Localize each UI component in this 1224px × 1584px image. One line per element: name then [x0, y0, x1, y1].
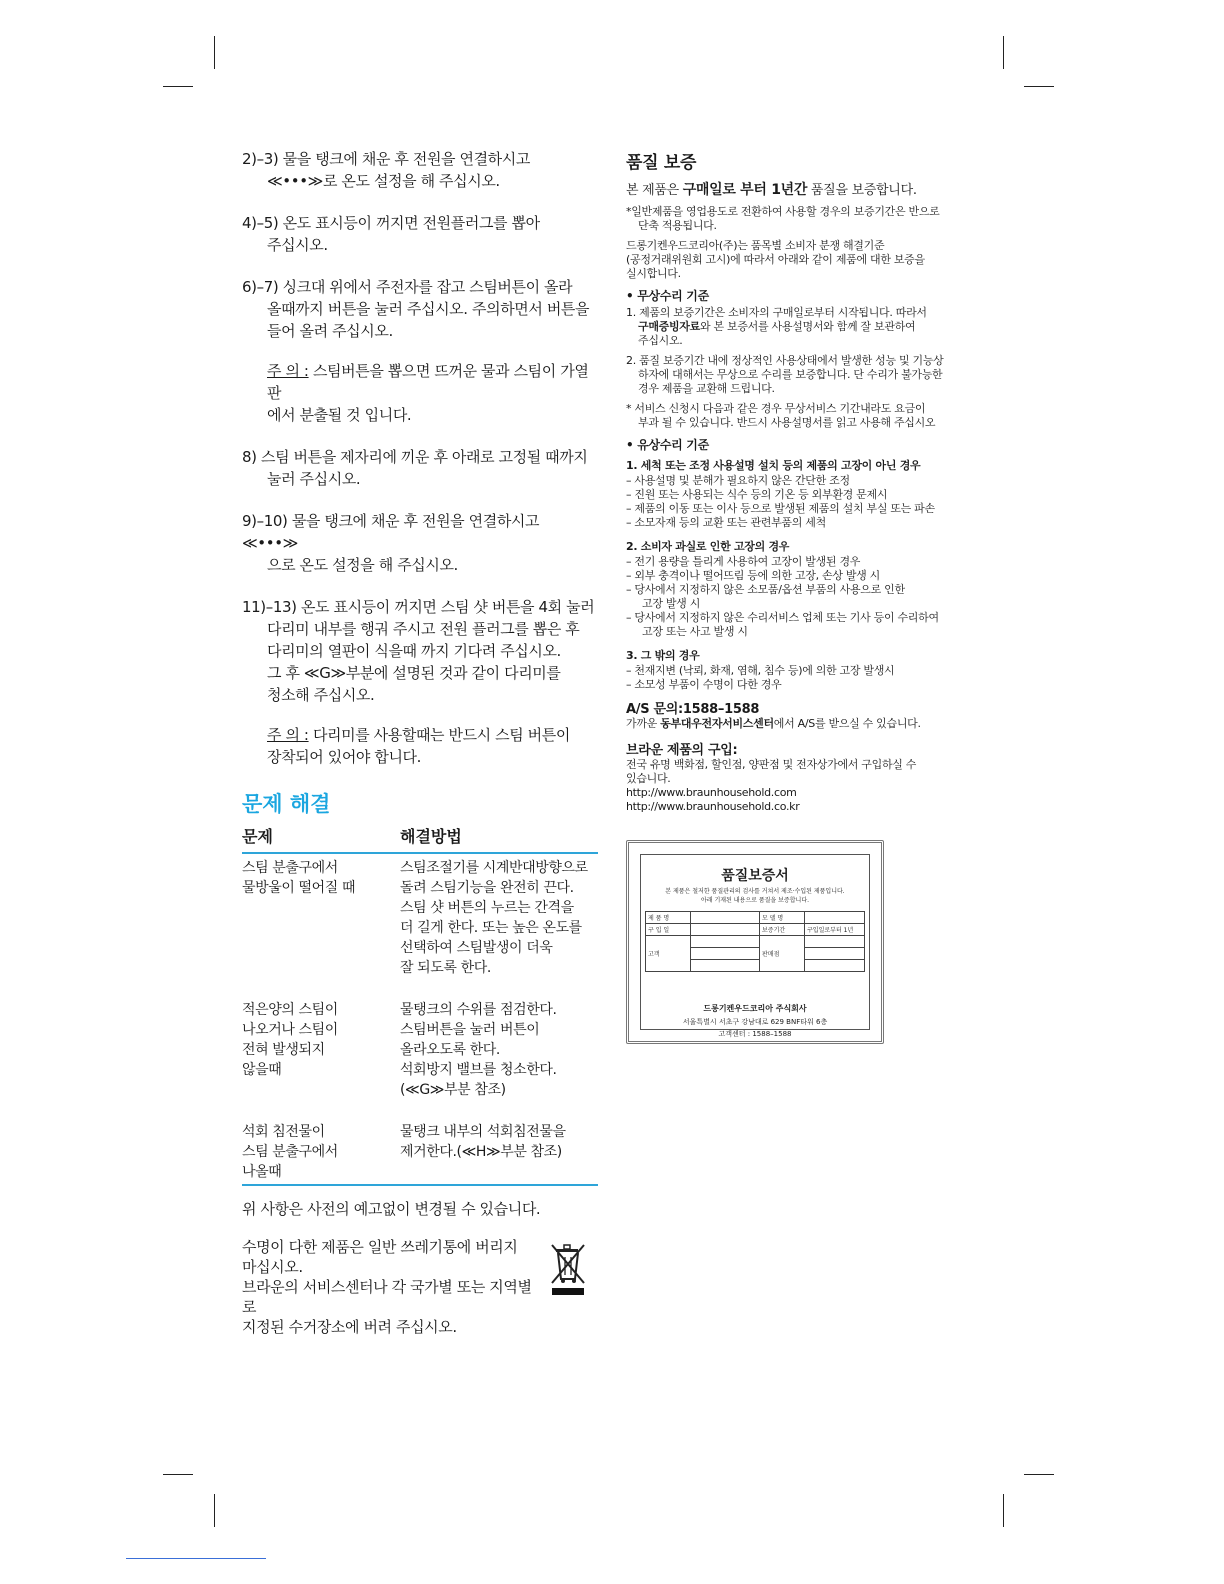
step-text: 스팀 버튼을 제자리에 끼운 후 아래로 고정될 때까지: [260, 448, 588, 466]
website-link[interactable]: http://www.braunhousehold.co.kr: [626, 800, 800, 813]
list-item: – 천재지변 (낙뢰, 화재, 염해, 침수 등)에 의한 고장 발생시: [626, 664, 895, 677]
intro-text: 품질을 보증합니다.: [807, 183, 917, 198]
solution-text: 물탱크 내부의 석회침전물을: [400, 1124, 566, 1140]
purchase-title: 브라운 제품의 구입:: [626, 743, 738, 758]
step-text: 주십시오.: [267, 236, 328, 254]
crop-mark: [1003, 1494, 1004, 1527]
field-value: [691, 948, 760, 960]
step-text: 들어 올려 주십시오.: [267, 322, 393, 340]
disposal-text: 수명이 다한 제품은 일반 쓰레기통에 버리지: [242, 1238, 518, 1256]
intro-text: 본 제품은: [626, 183, 683, 198]
weee-bin-icon: [548, 1237, 596, 1337]
disposal-text: 브라운의 서비스센터나 각 국가별 또는 지역별로: [242, 1278, 532, 1316]
company-name: 드롱기켄우드코리아 주식회사: [703, 1004, 807, 1013]
step-number: 11)–13): [242, 598, 297, 616]
free-repair-bold: 구매증빙자료: [638, 320, 700, 333]
solution-text: 스팀 샷 버튼의 누르는 간격을: [400, 900, 574, 916]
paid-group-title: 1. 세척 또는 조정 사용설명 설치 등의 제품의 고장이 아닌 경우: [626, 459, 921, 472]
list-item: – 당사에서 지정하지 않은 수리서비스 업체 또는 기사 등이 수리하여 고장 또는 사고 발생 시: [626, 611, 939, 638]
step-text: 다리미 내부를 행궈 주시고 전원 플러그를 뽑은 후: [267, 620, 580, 638]
footer-line: [126, 1558, 266, 1559]
free-repair-text: 2. 품질 보증기간 내에 정상적인 사용상태에서 발생한 성능 및 기능상: [626, 354, 944, 367]
problem-text: 스팀 분출구에서: [242, 860, 338, 876]
solution-text: 더 길게 한다. 또는 높은 온도를: [400, 920, 582, 936]
basis-text: 실시합니다.: [626, 267, 681, 280]
problem-text: 나올때: [242, 1164, 282, 1180]
field-value: [805, 948, 865, 960]
field-value: [805, 912, 865, 924]
step-2-3: [242, 148, 598, 192]
basis-text: (공정거래위원회 고시)에 따라서 아래와 같이 제품에 대한 보증을: [626, 253, 925, 266]
free-repair-text: 1. 제품의 보증기간은 소비자의 구매일로부터 시작됩니다. 따라서: [626, 306, 927, 319]
step-text: 싱크대 위에서 주전자를 잡고 스팀버튼이 올라: [282, 278, 573, 296]
step-text: 그 후 ≪G≫부분에 설명된 것과 같이 다리미를: [267, 664, 561, 682]
solution-text: 석회방지 밸브를 청소한다.: [400, 1062, 557, 1078]
caution-text: 에서 분출될 것 입니다.: [267, 406, 412, 424]
warranty-intro: [626, 179, 978, 199]
field-value: [805, 936, 865, 948]
column-header-solution: 해결방법: [400, 827, 462, 846]
crop-mark: [214, 1494, 215, 1527]
solution-text: 스팀버튼을 눌러 버튼이: [400, 1022, 540, 1038]
field-label: 고객: [646, 936, 691, 972]
field-value: 구입일로부터 1년: [805, 924, 865, 936]
caution-label: 주 의 :: [267, 362, 309, 380]
company-address: 서울특별시 서초구 강남대로 629 BNF타워 6층: [682, 1018, 828, 1026]
field-label: 판매점: [760, 936, 805, 972]
step-text: 온도 표시등이 꺼지면 스팀 샷 버튼을 4회 눌러: [300, 598, 595, 616]
free-repair-text: 부과 될 수 있습니다. 반드시 사용설명서를 읽고 사용해 주십시오: [638, 416, 936, 429]
problem-text: 전혀 발생되지: [242, 1042, 325, 1058]
disposal-text: 마십시오.: [242, 1258, 303, 1276]
note-text: 단축 적용됩니다.: [638, 219, 717, 232]
list-item: – 소모성 부품이 수명이 다한 경우: [626, 678, 782, 691]
caution-note: [242, 724, 598, 768]
field-value: [691, 924, 760, 936]
basis-text: 드롱기켄우드코리아(주)는 품목별 소비자 분쟁 해결기준: [626, 239, 885, 252]
field-value: [805, 960, 865, 972]
step-number: 4)–5): [242, 214, 279, 232]
intro-bold: 구매일로 부터 1년간: [682, 182, 808, 198]
website-link[interactable]: http://www.braunhousehold.com: [626, 786, 797, 799]
problem-text: 않을때: [242, 1062, 282, 1078]
field-value: [691, 960, 760, 972]
crop-mark: [214, 36, 215, 69]
disposal-section: [242, 1237, 598, 1337]
table-row: [242, 1122, 598, 1186]
warranty-certificate: [626, 840, 884, 1044]
free-repair-text: * 서비스 신청시 다음과 같은 경우 무상서비스 기간내라도 요금이: [626, 402, 926, 415]
step-9-10: [242, 510, 598, 576]
paid-group-title: 2. 소비자 과실로 인한 고장의 경우: [626, 540, 790, 553]
paid-group-title: 3. 그 밖의 경우: [626, 649, 700, 662]
solution-text: 제거한다.(≪H≫부분 참조): [400, 1144, 562, 1160]
step-text: 물을 탱크에 채운 후 전원을 연결하시고 ≪•••≫: [242, 512, 540, 552]
free-repair-title: • 무상수리 기준: [626, 289, 709, 303]
as-contact-title: A/S 문의:1588–1588: [626, 702, 760, 717]
field-value: [691, 936, 760, 948]
free-repair-text: 하자에 대해서는 무상으로 수리를 보증합니다. 단 수리가 불가능한: [638, 368, 943, 381]
certificate-table: [645, 911, 865, 972]
list-item: – 소모자재 등의 교환 또는 관련부품의 세척: [626, 516, 826, 529]
field-value: [691, 912, 760, 924]
caution-note: [242, 360, 598, 426]
step-4-5: [242, 212, 598, 256]
step-text: 온도 표시등이 꺼지면 전원플러그를 뽑아: [282, 214, 540, 232]
list-item: – 당사에서 지정하지 않은 소모품/옵션 부품의 사용으로 인한 고장 발생 시: [626, 583, 905, 610]
crop-mark: [163, 86, 193, 87]
step-number: 9)–10): [242, 512, 288, 530]
field-label: 구 입 일: [646, 924, 691, 936]
list-item: – 사용설명 및 분해가 필요하지 않은 간단한 조정: [626, 474, 850, 487]
caution-text: 다리미를 사용할때는 반드시 스팀 버튼이: [312, 726, 570, 744]
solution-text: (≪G≫부분 참조): [400, 1082, 506, 1098]
warranty-title: 품질 보증: [626, 153, 697, 173]
problem-text: 스팀 분출구에서: [242, 1144, 338, 1160]
purchase-text: 전국 유명 백화점, 할인점, 양판점 및 전자상가에서 구입하실 수: [626, 758, 917, 771]
crop-mark: [163, 1474, 193, 1475]
paid-repair-title: • 유상수리 기준: [626, 438, 709, 452]
warranty-note: [626, 205, 978, 233]
field-label: 모 델 명: [760, 912, 805, 924]
solution-text: 선택하여 스팀발생이 더욱: [400, 940, 553, 956]
table-row: [242, 1000, 598, 1100]
list-item: – 외부 충격이나 떨어뜨림 등에 의한 고장, 손상 발생 시: [626, 569, 881, 582]
problem-text: 나오거나 스팀이: [242, 1022, 338, 1038]
step-text: 다리미의 열판이 식을때 까지 기다려 주십시오.: [267, 642, 561, 660]
crop-mark: [1024, 1474, 1054, 1475]
warranty-column: [626, 148, 978, 814]
problem-text: 물방울이 떨어질 때: [242, 880, 356, 896]
step-6-7: [242, 276, 598, 342]
step-text: 물을 탱크에 채운 후 전원을 연결하시고: [282, 150, 530, 168]
step-number: 8): [242, 448, 257, 466]
list-item: – 제품의 이동 또는 이사 등으로 발생된 제품의 설치 부실 또는 파손: [626, 502, 935, 515]
caution-label: 주 의 :: [267, 726, 309, 744]
step-text: 청소해 주십시오.: [267, 686, 375, 704]
solution-text: 스팀조절기를 시계반대방향으로: [400, 860, 588, 876]
column-header-problem: 문제: [242, 827, 273, 846]
warranty-basis: [626, 239, 978, 281]
free-repair-text: 주십시오.: [638, 334, 683, 347]
free-repair-item: [626, 306, 978, 348]
step-8: [242, 446, 598, 490]
certificate-body: [640, 854, 870, 1038]
step-11-13: [242, 596, 598, 706]
crop-mark: [1024, 86, 1054, 87]
step-number: 6)–7): [242, 278, 279, 296]
customer-center: 고객센터 : 1588–1588: [718, 1030, 792, 1038]
list-item: – 진원 또는 사용되는 식수 등의 기온 등 외부환경 문제시: [626, 488, 888, 501]
certificate-description: 본 제품은 철저한 품질관리의 검사를 거쳐서 제조·수입된 제품입니다. 아래 기재된 내용으로 품질을 보증합니다.: [665, 888, 845, 904]
step-text: 올때까지 버튼을 눌러 주십시오. 주의하면서 버튼을: [267, 300, 590, 318]
note-text: *일반제품을 영업용도로 전환하여 사용할 경우의 보증기간은 반으로: [626, 205, 940, 218]
purchase-text: 있습니다.: [626, 772, 671, 785]
troubleshooting-title: 문제 해결: [242, 792, 331, 816]
list-item: – 전기 용량을 틀리게 사용하여 고장이 발생된 경우: [626, 555, 861, 568]
step-text: 으로 온도 설정을 해 주십시오.: [267, 556, 458, 574]
change-notice: 위 사항은 사전의 예고없이 변경될 수 있습니다.: [242, 1200, 541, 1218]
field-label: 제 품 명: [646, 912, 691, 924]
troubleshooting-header: [242, 824, 598, 854]
table-row: [242, 858, 598, 978]
solution-text: 물탱크의 수위를 점검한다.: [400, 1002, 557, 1018]
step-text: ≪•••≫로 온도 설정을 해 주십시오.: [267, 172, 500, 190]
instructions-column: [242, 148, 598, 1337]
free-repair-item: [626, 354, 978, 396]
crop-mark: [1003, 36, 1004, 69]
disposal-text: 지정된 수거장소에 버려 주십시오.: [242, 1318, 457, 1336]
certificate-title: 품질보증서: [721, 868, 789, 884]
solution-text: 올라오도록 한다.: [400, 1042, 500, 1058]
caution-text: 장착되어 있어야 합니다.: [267, 748, 422, 766]
step-text: 눌러 주십시오.: [267, 470, 361, 488]
as-contact-text: 가까운 동부대우전자서비스센터에서 A/S를 받으실 수 있습니다.: [626, 717, 921, 730]
free-repair-text: 경우 제품을 교환해 드립니다.: [638, 382, 775, 395]
free-repair-note: [626, 402, 978, 430]
solution-text: 돌려 스팀기능을 완전히 끈다.: [400, 880, 574, 896]
field-label: 보증기간: [760, 924, 805, 936]
caution-text: 스팀버튼을 뽑으면 뜨꺼운 물과 스팀이 가열판: [267, 362, 589, 402]
problem-text: 적은양의 스팀이: [242, 1002, 338, 1018]
solution-text: 잘 되도록 한다.: [400, 960, 491, 976]
step-number: 2)–3): [242, 150, 279, 168]
free-repair-text: 와 본 보증서를 사용설명서와 함께 잘 보관하여: [699, 320, 916, 333]
problem-text: 석회 침전물이: [242, 1124, 325, 1140]
